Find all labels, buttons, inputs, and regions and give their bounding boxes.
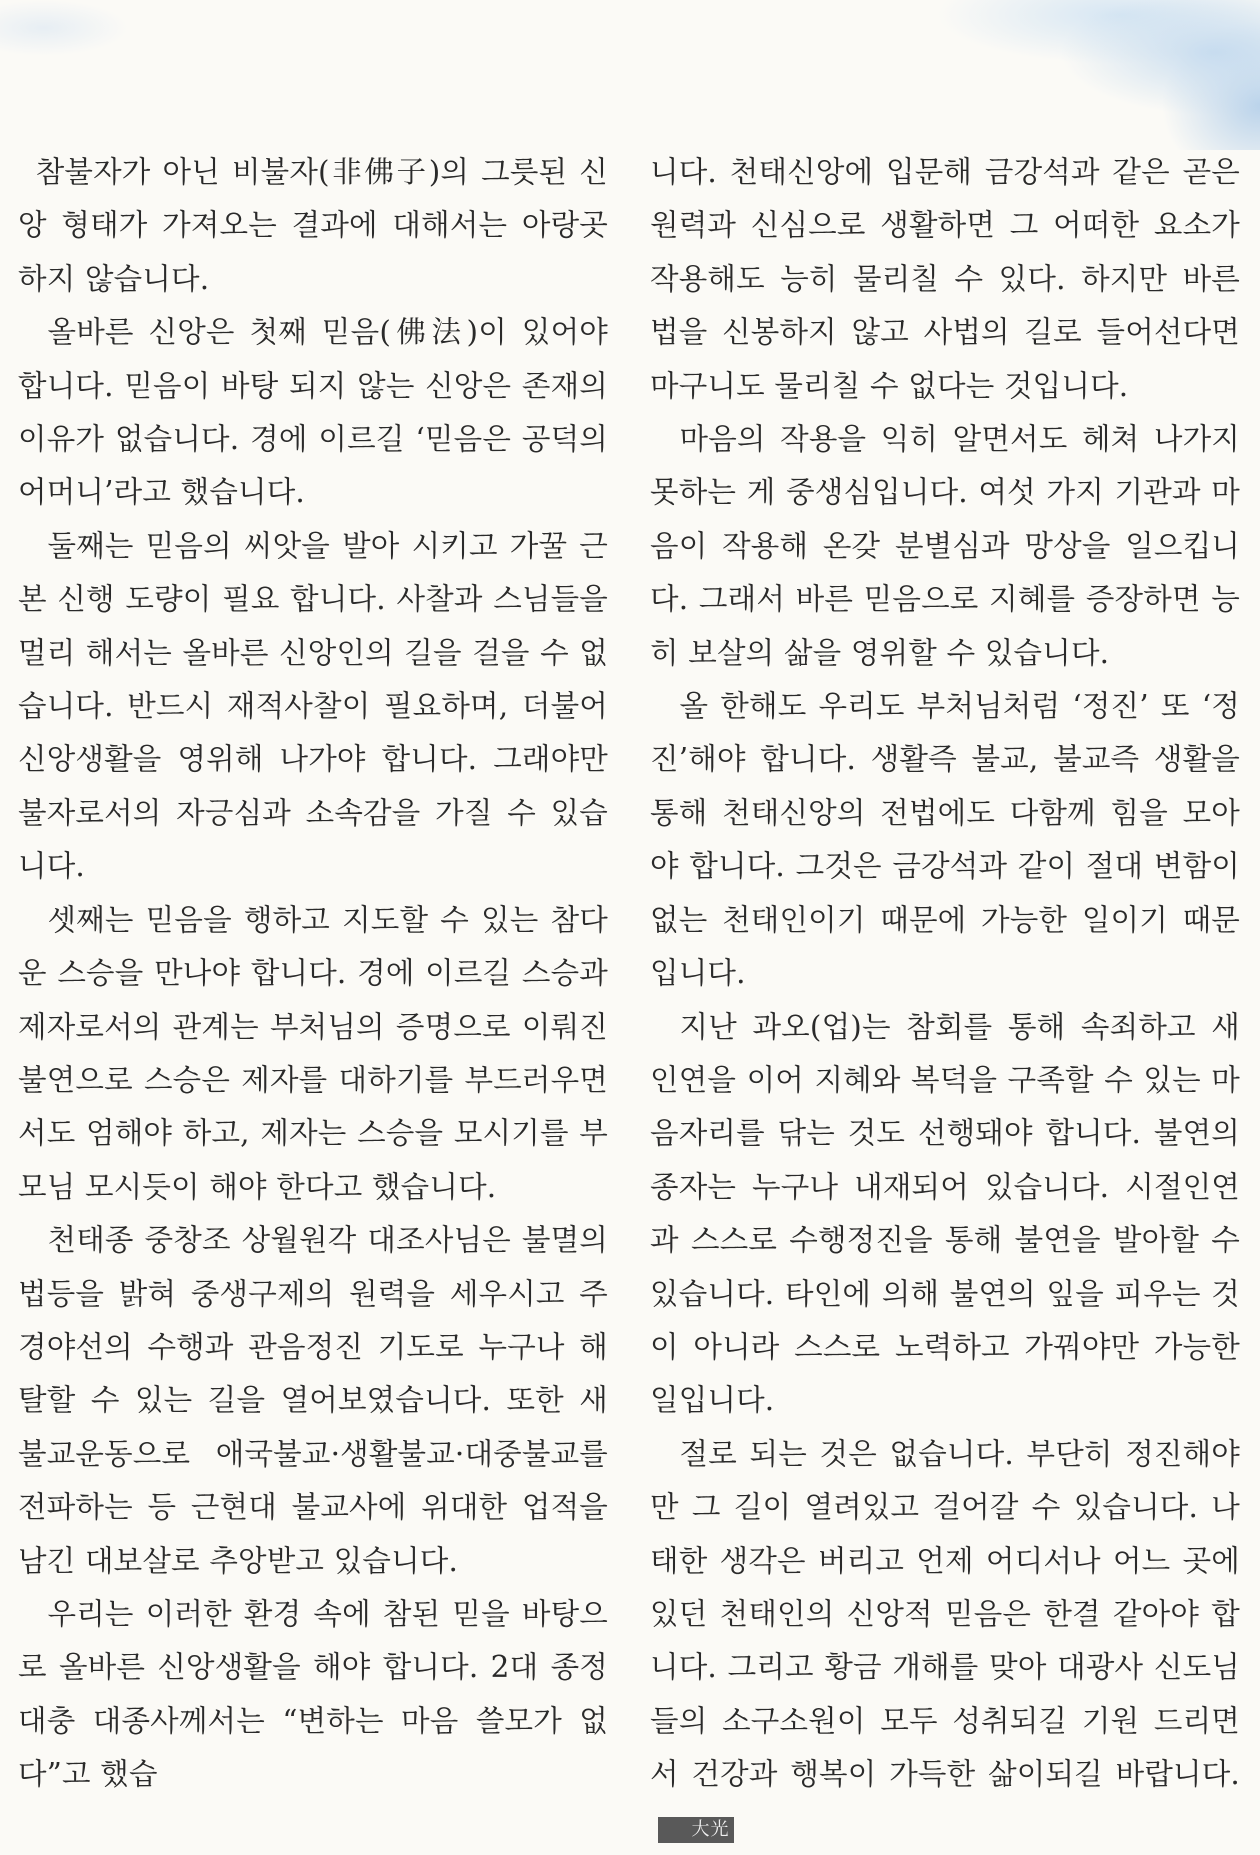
right-column (650, 146, 1240, 1855)
paragraph: 마음의 작용을 익히 알면서도 헤쳐 나가지 못하는 게 중생심입니다. 여섯 가지 기관과 마음이 작용해 온갖 분별심과 망상을 일으킵니다. 그래서 바른 믿음으로 지혜를 증장하면 능히 보살의 삶을 영위할 수 있습니다. (650, 422, 1240, 670)
paragraph-text: 절로 되는 것은 없습니다. 부단히 정진해야만 그 길이 열려있고 걸어갈 수 있습니다. 나태한 생각은 버리고 언제 어디서나 어느 곳에 있던 천태인의 신앙적 믿음은 한결 같아야 합니다. 그리고 황금 개해를 맞아 대광사 신도님들의 소구소원이 모두 성취되길 기원 드리면서 건강과 행복이 가득한 삶이되길 바랍니다. (650, 1436, 1240, 1792)
left-column (18, 146, 608, 1802)
paragraph: 천태종 중창조 상월원각 대조사님은 불멸의 법등을 밝혀 중생구제의 원력을 세우시고 주경야선의 수행과 관음정진 기도로 누구나 해탈할 수 있는 길을 열어보였습니다. 또한 새 불교운동으로 애국불교·생활불교·대중불교를 전파하는 등 근현대 불교사에 위대한 업적을 남긴 대보살로 추앙받고 있습니다. (18, 1223, 608, 1578)
paragraph (650, 1428, 1240, 1855)
paragraph: 둘째는 믿음의 씨앗을 발아 시키고 가꿀 근본 신행 도량이 필요 합니다. 사찰과 스님들을 멀리 해서는 올바른 신앙인의 길을 걸을 수 없습니다. 반드시 재적사찰이 필요하며, 더불어 신앙생활을 영위해 나가야 합니다. 그래야만 불자로서의 자긍심과 소속감을 가질 수 있습니다. (18, 528, 608, 884)
paragraph: 올 한해도 우리도 부처님처럼 ‘정진’ 또 ‘정진’해야 합니다. 생활즉 불교, 불교즉 생활을 통해 천태신앙의 전법에도 다함께 힘을 모아야 합니다. 그것은 금강석과 같이 절대 변함이 없는 천태인이기 때문에 가능한 일이기 때문입니다. (650, 689, 1240, 991)
paragraph: 셋째는 믿음을 행하고 지도할 수 있는 참다운 스승을 만나야 합니다. 경에 이르길 스승과 제자로서의 관계는 부처님의 증명으로 이뤄진 불연으로 스승은 제자를 대하기를 부드러우면서도 엄해야 하고, 제자는 스승을 모시기를 부모님 모시듯이 해야 한다고 했습니다. (18, 902, 608, 1204)
paragraph: 우리는 이러한 환경 속에 참된 믿을 바탕으로 올바른 신앙생활을 해야 합니다. 2대 종정 대충 대종사께서는 “변하는 마음 쓸모가 없다”고 했습 (18, 1596, 608, 1792)
sky-cloud-decoration (700, 0, 1260, 150)
paragraph: 올바른 신앙은 첫째 믿음(佛法)이 있어야 합니다. 믿음이 바탕 되지 않는 신앙은 존재의 이유가 없습니다. 경에 이르길 ‘믿음은 공덕의 어머니’라고 했습니다. (18, 315, 608, 510)
end-mark-stamp: 大光 (658, 1817, 734, 1843)
faint-cloud-decoration (0, 0, 220, 70)
paragraph: 니다. 천태신앙에 입문해 금강석과 같은 곧은 원력과 신심으로 생활하면 그 어떠한 요소가 작용해도 능히 물리칠 수 있다. 하지만 바른 법을 신봉하지 않고 사법의 길로 들어선다면 마구니도 물리칠 수 없다는 것입니다. (650, 155, 1240, 403)
paragraph: 참불자가 아닌 비불자(非佛子)의 그릇된 신앙 형태가 가져오는 결과에 대해서는 아랑곳 하지 않습니다. (18, 155, 608, 296)
paragraph: 지난 과오(업)는 참회를 통해 속죄하고 새 인연을 이어 지혜와 복덕을 구족할 수 있는 마음자리를 닦는 것도 선행돼야 합니다. 불연의 종자는 누구나 내재되어 있습니다. 시절인연과 스스로 수행정진을 통해 불연을 발아할 수 있습니다. 타인에 의해 불연의 잎을 피우는 것이 아니라 스스로 노력하고 가꿔야만 가능한 일입니다. (650, 1009, 1240, 1418)
